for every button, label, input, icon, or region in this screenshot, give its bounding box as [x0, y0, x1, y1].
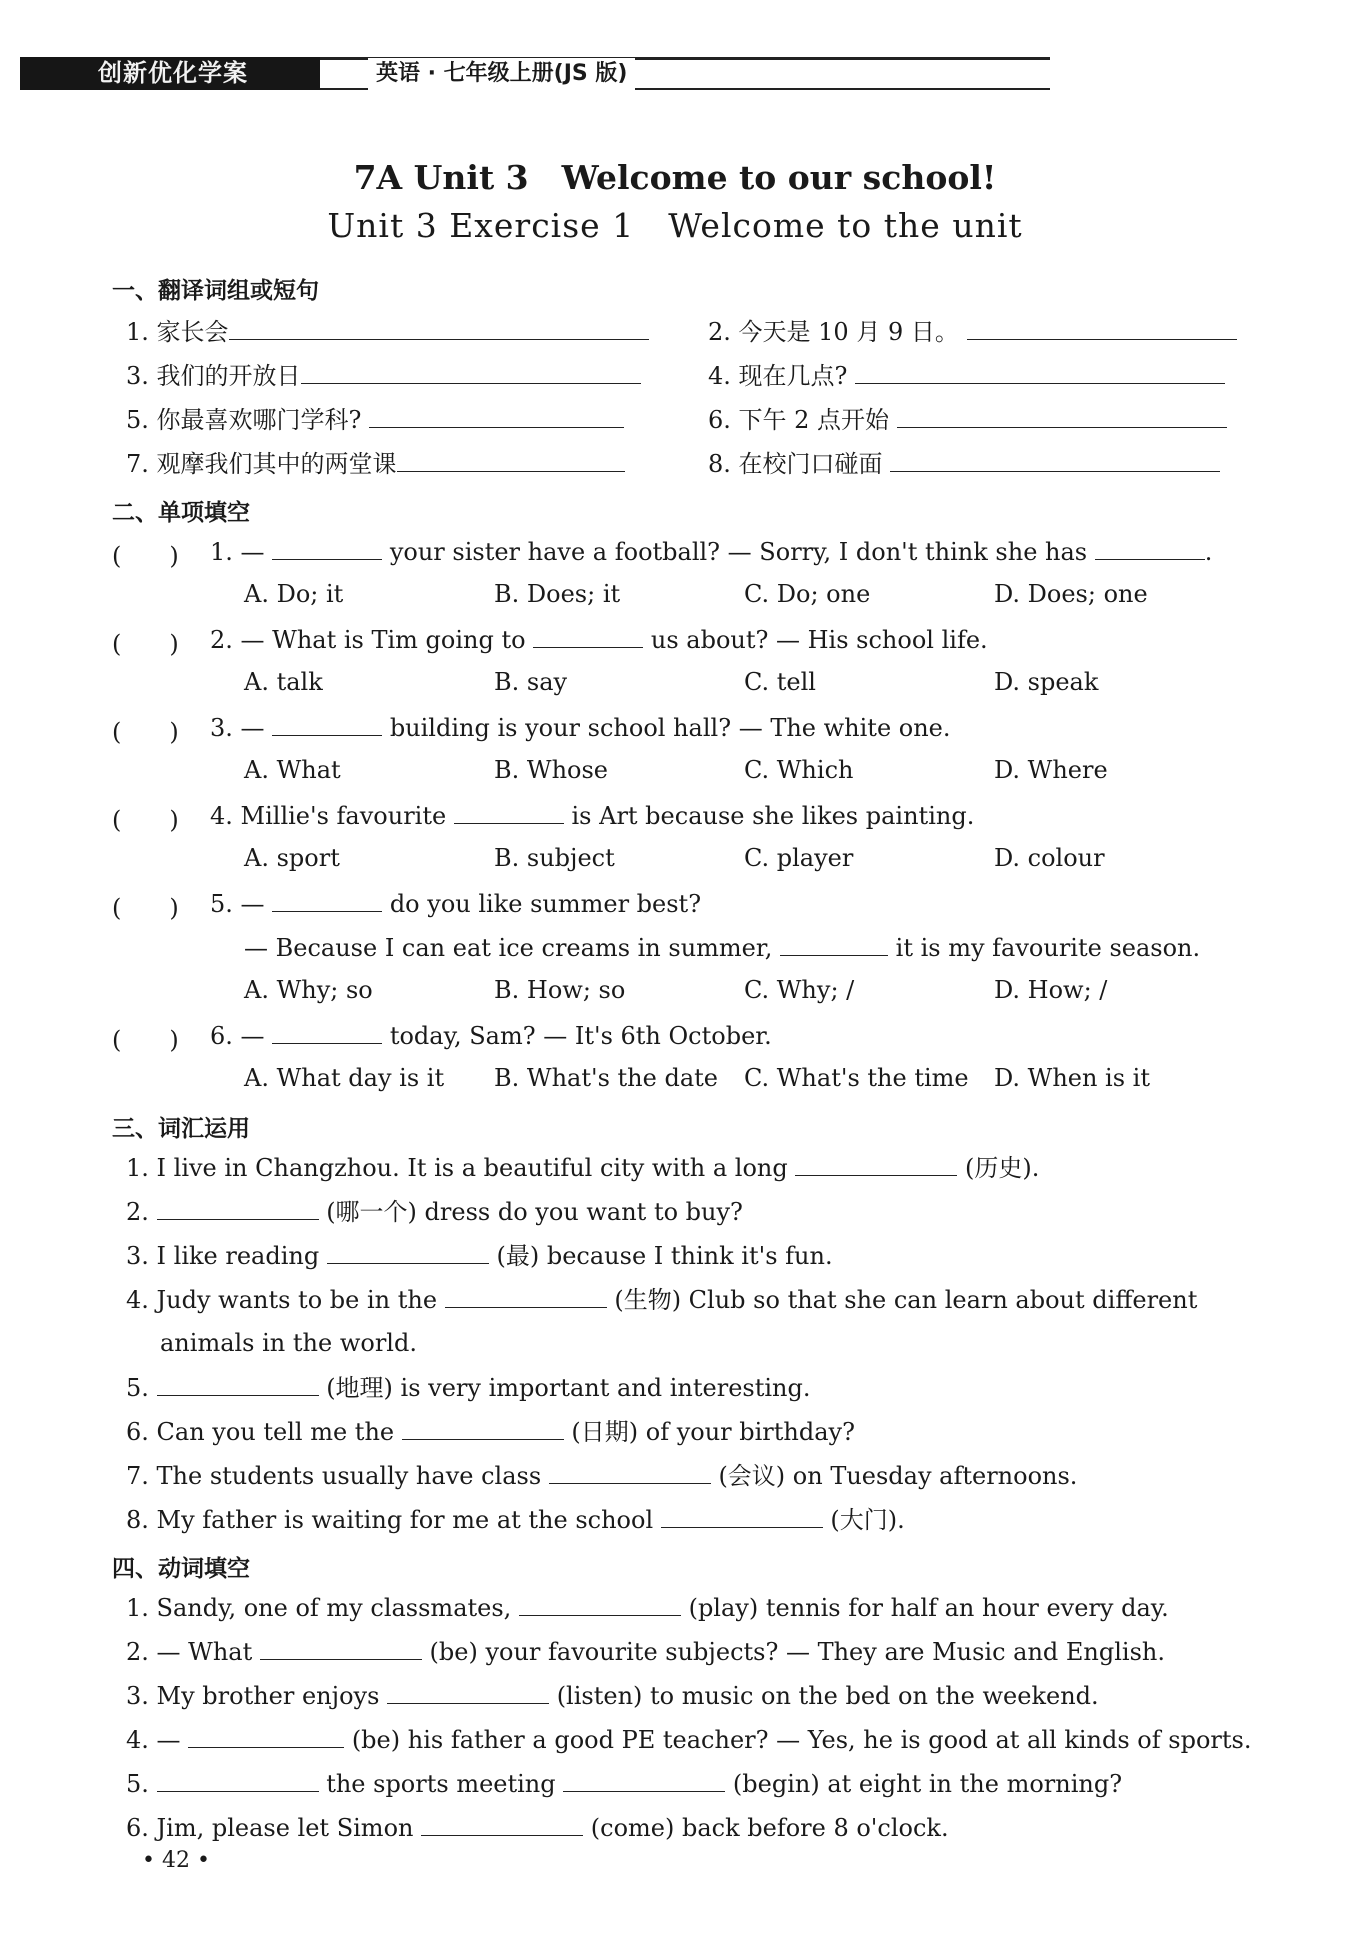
- option-a[interactable]: A. talk: [244, 668, 323, 696]
- s1-item-5: 5. 你最喜欢哪门学科?: [126, 404, 624, 435]
- s4-item-1: 1. Sandy, one of my classmates, (play) tennis for half an hour every day.: [126, 1594, 1169, 1622]
- answer-blank: [533, 624, 643, 648]
- s2-question-4: 4. Millie's favourite is Art because she likes painting.: [210, 802, 975, 830]
- page-number: • 42 •: [142, 1848, 210, 1873]
- answer-blank[interactable]: [157, 1768, 319, 1792]
- answer-paren[interactable]: ( ): [112, 718, 179, 746]
- option-c[interactable]: C. Why; /: [744, 976, 855, 1004]
- answer-paren[interactable]: ( ): [112, 1026, 179, 1054]
- option-a[interactable]: A. Do; it: [244, 580, 344, 608]
- s2-question-3: 3. — building is your school hall? — The white one.: [210, 714, 951, 742]
- s1-item-1: 1. 家长会: [126, 316, 649, 347]
- option-b[interactable]: B. say: [494, 668, 568, 696]
- s3-item-8: 8. My father is waiting for me at the school (大门).: [126, 1506, 905, 1534]
- answer-blank[interactable]: [445, 1284, 607, 1308]
- option-c[interactable]: C. tell: [744, 668, 816, 696]
- s3-item-1: 1. I live in Changzhou. It is a beautiful city with a long (历史).: [126, 1154, 1040, 1182]
- s2-question-2: 2. — What is Tim going to us about? — His school life.: [210, 626, 988, 654]
- s3-item-7: 7. The students usually have class (会议) on Tuesday afternoons.: [126, 1462, 1078, 1490]
- s4-item-2: 2. — What (be) your favourite subjects? — They are Music and English.: [126, 1638, 1166, 1666]
- s2-question-1: 1. — your sister have a football? — Sorry, I don't think she has .: [210, 538, 1213, 566]
- answer-blank[interactable]: [397, 448, 625, 472]
- s3-item-4-line2: animals in the world.: [160, 1329, 417, 1357]
- answer-blank: [272, 888, 382, 912]
- option-a[interactable]: A. sport: [244, 844, 340, 872]
- option-d[interactable]: D. When is it: [994, 1064, 1150, 1092]
- answer-blank[interactable]: [387, 1680, 549, 1704]
- s1-item-8: 8. 在校门口碰面: [708, 448, 1220, 479]
- answer-blank[interactable]: [327, 1240, 489, 1264]
- answer-blank: [780, 932, 888, 956]
- answer-paren[interactable]: ( ): [112, 542, 179, 570]
- option-b[interactable]: B. subject: [494, 844, 615, 872]
- answer-blank: [272, 536, 382, 560]
- answer-blank: [454, 800, 564, 824]
- s1-item-7: 7. 观摩我们其中的两堂课: [126, 448, 625, 479]
- section4-heading: 四、动词填空: [112, 1556, 250, 1582]
- s1-item-6: 6. 下午 2 点开始: [708, 404, 1227, 435]
- s2-question-6: 6. — today, Sam? — It's 6th October.: [210, 1022, 772, 1050]
- s2-question-5: 5. — do you like summer best?: [210, 890, 702, 918]
- s4-item-3: 3. My brother enjoys (listen) to music on the bed on the weekend.: [126, 1682, 1099, 1710]
- s3-item-5: 5. (地理) is very important and interesting.: [126, 1374, 811, 1402]
- answer-blank[interactable]: [157, 1196, 319, 1220]
- answer-blank: [272, 1020, 382, 1044]
- brand-logo: 创新优化学案: [20, 57, 320, 90]
- section2-heading: 二、单项填空: [112, 500, 250, 526]
- option-d[interactable]: D. How; /: [994, 976, 1108, 1004]
- s1-item-2: 2. 今天是 10 月 9 日。: [708, 316, 1237, 347]
- answer-paren[interactable]: ( ): [112, 630, 179, 658]
- answer-paren[interactable]: ( ): [112, 806, 179, 834]
- answer-blank[interactable]: [260, 1636, 422, 1660]
- unit-title: 7A Unit 3 Welcome to our school!: [353, 158, 997, 197]
- book-subject: 英语 · 七年级上册(JS 版): [368, 58, 635, 90]
- exercise-title: Unit 3 Exercise 1 Welcome to the unit: [327, 206, 1023, 245]
- answer-blank: [1095, 536, 1205, 560]
- s4-item-6: 6. Jim, please let Simon (come) back before 8 o'clock.: [126, 1814, 949, 1842]
- answer-blank[interactable]: [157, 1372, 319, 1396]
- option-a[interactable]: A. Why; so: [244, 976, 373, 1004]
- s1-item-3: 3. 我们的开放日: [126, 360, 641, 391]
- s3-item-4: 4. Judy wants to be in the (生物) Club so that she can learn about different: [126, 1286, 1198, 1314]
- answer-blank[interactable]: [897, 404, 1227, 428]
- answer-blank[interactable]: [421, 1812, 583, 1836]
- answer-blank[interactable]: [890, 448, 1220, 472]
- s3-item-2: 2. (哪一个) dress do you want to buy?: [126, 1198, 743, 1226]
- answer-blank[interactable]: [795, 1152, 957, 1176]
- option-b[interactable]: B. What's the date: [494, 1064, 718, 1092]
- option-c[interactable]: C. Do; one: [744, 580, 871, 608]
- answer-blank[interactable]: [563, 1768, 725, 1792]
- answer-blank[interactable]: [229, 316, 649, 340]
- option-b[interactable]: B. How; so: [494, 976, 626, 1004]
- answer-blank: [272, 712, 382, 736]
- option-d[interactable]: D. speak: [994, 668, 1099, 696]
- option-d[interactable]: D. Does; one: [994, 580, 1148, 608]
- section3-heading: 三、词汇运用: [112, 1116, 250, 1142]
- answer-blank[interactable]: [301, 360, 641, 384]
- option-b[interactable]: B. Does; it: [494, 580, 621, 608]
- option-a[interactable]: A. What: [244, 756, 341, 784]
- s1-item-4: 4. 现在几点?: [708, 360, 1225, 391]
- option-b[interactable]: B. Whose: [494, 756, 608, 784]
- option-c[interactable]: C. Which: [744, 756, 854, 784]
- option-c[interactable]: C. What's the time: [744, 1064, 969, 1092]
- answer-blank[interactable]: [967, 316, 1237, 340]
- answer-blank[interactable]: [369, 404, 624, 428]
- section1-heading: 一、翻译词组或短句: [112, 278, 319, 304]
- option-c[interactable]: C. player: [744, 844, 854, 872]
- answer-blank[interactable]: [188, 1724, 344, 1748]
- answer-blank[interactable]: [402, 1416, 564, 1440]
- s4-item-4: 4. — (be) his father a good PE teacher? — Yes, he is good at all kinds of sports.: [126, 1726, 1252, 1754]
- answer-paren[interactable]: ( ): [112, 894, 179, 922]
- s3-item-3: 3. I like reading (最) because I think it's fun.: [126, 1242, 833, 1270]
- page-header: [0, 52, 1350, 94]
- answer-blank[interactable]: [549, 1460, 711, 1484]
- answer-blank[interactable]: [519, 1592, 681, 1616]
- s4-item-5: 5. the sports meeting (begin) at eight in the morning?: [126, 1770, 1123, 1798]
- option-d[interactable]: D. colour: [994, 844, 1105, 872]
- s3-item-6: 6. Can you tell me the (日期) of your birthday?: [126, 1418, 855, 1446]
- s2-question-5-line2: — Because I can eat ice creams in summer, it is my favourite season.: [244, 934, 1201, 962]
- answer-blank[interactable]: [661, 1504, 823, 1528]
- option-d[interactable]: D. Where: [994, 756, 1108, 784]
- option-a[interactable]: A. What day is it: [244, 1064, 445, 1092]
- answer-blank[interactable]: [855, 360, 1225, 384]
